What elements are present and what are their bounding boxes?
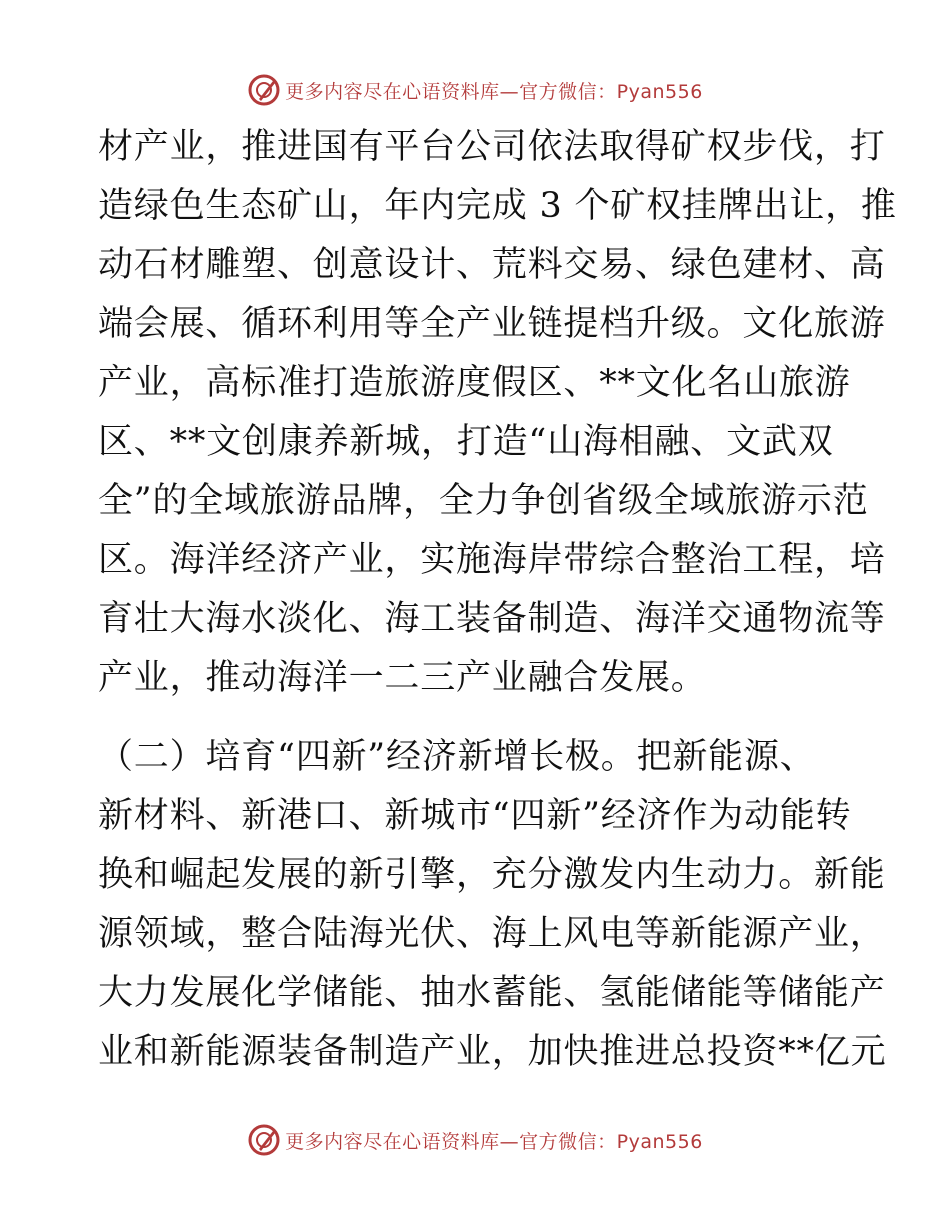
text-line: 区。海洋经济产业，实施海岸带综合整治工程，培 [98, 540, 886, 580]
paragraph-gap [98, 708, 850, 728]
text-line: 端会展、循环利用等全产业链提档升级。文化旅游 [98, 304, 886, 344]
text-line: 材产业，推进国有平台公司依法取得矿权步伐，打 [98, 127, 886, 167]
text-line: 动石材雕塑、创意设计、荒料交易、绿色建材、高 [98, 245, 886, 285]
text-line: 业和新能源装备制造产业，加快推进总投资**亿元 [98, 1032, 887, 1072]
text-line: 产业，高标准打造旅游度假区、**文化名山旅游 [98, 363, 851, 403]
text-line: 源领域，整合陆海光伏、海上风电等新能源产业， [98, 914, 886, 954]
logo-icon [247, 1123, 281, 1157]
text-line: 新材料、新港口、新城市“四新”经济作为动能转 [98, 796, 852, 836]
header-banner-text: 更多内容尽在心语资料库—官方微信：Pyan556 [285, 80, 703, 103]
paragraph-1 [98, 118, 897, 708]
text-line: 育壮大海水淡化、海工装备制造、海洋交通物流等 [98, 599, 886, 639]
paragraph-2 [98, 728, 887, 1082]
text-line: 换和崛起发展的新引擎，充分激发内生动力。新能 [98, 855, 886, 895]
text-line: 大力发展化学储能、抽水蓄能、氢能储能等储能产 [98, 973, 886, 1013]
text-line: 产业，推动海洋一二三产业融合发展。 [98, 658, 707, 698]
text-line: 造绿色生态矿山，年内完成 3 个矿权挂牌出让，推 [98, 186, 897, 226]
text-line: 区、**文创康养新城，打造“山海相融、文武双 [98, 422, 834, 462]
footer-banner-text: 更多内容尽在心语资料库—官方微信：Pyan556 [285, 1130, 703, 1153]
document-body [98, 118, 897, 1082]
text-line: 全”的全域旅游品牌，全力争创省级全域旅游示范 [98, 481, 869, 521]
section-heading-line: （二）培育“四新”经济新增长极。把新能源、 [98, 737, 816, 777]
header-banner [0, 70, 950, 110]
footer-banner [0, 1120, 950, 1160]
logo-icon [247, 73, 281, 107]
